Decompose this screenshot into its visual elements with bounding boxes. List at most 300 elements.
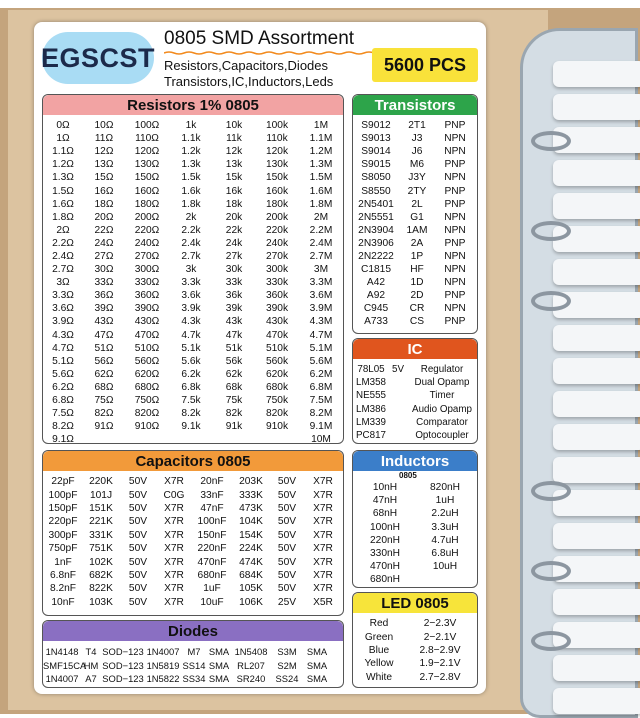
resistor-value: 4.3Ω xyxy=(52,329,74,341)
resistor-value: 4.7M xyxy=(309,329,333,341)
capacitor-row xyxy=(43,555,343,568)
resistor-value: 12Ω xyxy=(94,146,114,158)
resistors-row xyxy=(43,224,343,237)
resistors-row xyxy=(43,394,343,407)
resistors-row xyxy=(43,368,343,381)
resistor-value: 7.5M xyxy=(309,395,333,407)
ic-cell: Dual Opamp xyxy=(414,377,470,389)
transistor-cell: 1AM xyxy=(406,224,428,236)
inductor-value: 820nH xyxy=(429,482,461,493)
resistors-row xyxy=(43,355,343,368)
led-panel xyxy=(352,592,478,688)
transistor-row xyxy=(353,132,477,145)
resistor-value: 360Ω xyxy=(134,290,160,302)
transistor-cell: PNP xyxy=(444,185,466,197)
transistor-cell: A92 xyxy=(366,290,386,302)
resistor-value: 200k xyxy=(265,211,289,223)
resistor-value: 6.2k xyxy=(181,368,201,380)
resistor-value: 1.3M xyxy=(309,159,333,171)
transistor-cell: 2TY xyxy=(407,185,427,197)
capacitor-cell: 220nF xyxy=(197,543,227,555)
resistor-value: 100Ω xyxy=(134,120,160,132)
capacitor-cell: X7R xyxy=(164,569,184,581)
inductor-value: 47nH xyxy=(372,495,398,507)
ic-cell: LM386 xyxy=(356,403,386,415)
capacitor-row xyxy=(43,515,343,528)
capacitor-row xyxy=(43,582,343,595)
capacitor-row xyxy=(43,488,343,501)
resistor-value: 820k xyxy=(265,408,289,420)
transistor-cell: NPN xyxy=(444,250,466,262)
transistor-cell: PNP xyxy=(444,120,466,132)
transistor-cell: 2L xyxy=(411,198,423,210)
binder-ring xyxy=(531,631,571,651)
resistor-value: 390k xyxy=(265,303,289,315)
piece-count-badge: 5600 PCS xyxy=(372,48,478,82)
resistor-value: 24k xyxy=(225,237,243,249)
resistor-value: 2.4k xyxy=(181,237,201,249)
resistor-value: 13k xyxy=(225,159,243,171)
capacitor-cell: 220pF xyxy=(48,516,78,528)
resistor-value: 150k xyxy=(265,172,289,184)
ic-cell: Audio Opamp xyxy=(412,403,472,415)
led-cell: Red xyxy=(369,618,389,630)
diode-cell: RL207 xyxy=(237,659,265,671)
capacitor-cell: 106K xyxy=(239,596,263,608)
transistor-row xyxy=(353,237,477,250)
resistor-value: 2M xyxy=(313,211,329,223)
resistor-value: 9.1k xyxy=(181,421,201,433)
resistor-value: 1M xyxy=(313,120,329,132)
resistor-value: 24Ω xyxy=(94,237,114,249)
inductor-value: 3.3uH xyxy=(431,521,459,533)
diode-cell: SMA xyxy=(306,673,328,685)
transistor-row xyxy=(353,289,477,302)
resistor-value: 160k xyxy=(265,185,289,197)
sheet-subtitle-line2: Transistors,IC,Inductors,Leds xyxy=(164,74,334,89)
resistor-value: 36k xyxy=(225,290,243,302)
diode-cell: SS34 xyxy=(182,673,206,685)
resistor-value: 2.7M xyxy=(309,250,333,262)
resistor-value: 1.8M xyxy=(309,198,333,210)
transistor-cell: 2A xyxy=(410,237,424,249)
resistor-value: 75Ω xyxy=(94,395,114,407)
resistors-table xyxy=(43,119,343,444)
led-row xyxy=(353,671,477,684)
resistors-row xyxy=(43,407,343,420)
resistor-value: 110k xyxy=(266,133,288,145)
capacitor-cell: 50V xyxy=(277,502,297,514)
capacitors-panel xyxy=(42,450,344,616)
transistor-cell: 2T1 xyxy=(408,120,426,132)
diodes-header: Diodes xyxy=(43,621,343,641)
resistors-row xyxy=(43,250,343,263)
resistor-value: 300k xyxy=(265,264,289,276)
resistor-value: 22Ω xyxy=(94,224,114,236)
capacitor-row xyxy=(43,542,343,555)
component-pocket xyxy=(553,688,640,714)
capacitor-cell: C0G xyxy=(163,489,185,501)
led-cell: 2.8−2.9V xyxy=(419,644,461,656)
led-header: LED 0805 xyxy=(353,593,477,613)
resistor-value: 750Ω xyxy=(134,395,160,407)
resistor-value: 430k xyxy=(265,316,289,328)
transistor-cell: J3 xyxy=(411,133,423,145)
binder-ring xyxy=(531,131,571,151)
resistor-value: 620Ω xyxy=(134,368,160,380)
resistor-value: 820Ω xyxy=(134,408,160,420)
resistor-value: 2.4M xyxy=(309,237,333,249)
resistor-value: 270k xyxy=(265,250,289,262)
resistor-value: 270Ω xyxy=(134,250,160,262)
transistor-cell: CS xyxy=(409,316,425,328)
resistor-value: 2.2Ω xyxy=(52,237,74,249)
resistors-row xyxy=(43,198,343,211)
resistor-value: 3Ω xyxy=(56,277,70,289)
transistor-cell: 2N3904 xyxy=(358,224,394,236)
transistor-row xyxy=(353,198,477,211)
transistor-cell: 2N3906 xyxy=(358,237,394,249)
resistor-value: 27k xyxy=(225,250,243,262)
resistor-value: 360k xyxy=(265,290,289,302)
capacitor-cell: 150nF xyxy=(197,529,227,541)
component-pocket xyxy=(553,457,640,483)
resistors-row xyxy=(43,132,343,145)
resistor-value: 180Ω xyxy=(134,198,160,210)
resistor-value: 160Ω xyxy=(134,185,160,197)
title-underline xyxy=(164,51,378,55)
component-pocket xyxy=(553,61,640,87)
resistor-value: 2.2M xyxy=(309,224,333,236)
resistor-value: 110Ω xyxy=(135,133,159,145)
component-pocket xyxy=(553,94,640,120)
capacitor-cell: X7R xyxy=(313,476,333,488)
diode-cell: 1N5819 xyxy=(146,659,180,671)
resistor-value: 8.2k xyxy=(181,408,201,420)
resistor-value: 10k xyxy=(225,120,243,132)
inductor-value: 6.8uH xyxy=(431,547,459,559)
diode-cell: 1N4007 xyxy=(146,646,180,658)
capacitor-cell: X7R xyxy=(313,556,333,568)
resistor-value: 18k xyxy=(225,198,243,210)
transistor-cell: CR xyxy=(409,303,425,315)
component-pocket xyxy=(553,325,640,351)
resistors-row xyxy=(43,433,343,444)
resistor-value: 330k xyxy=(265,277,289,289)
diode-row xyxy=(43,672,343,686)
resistor-value: 22k xyxy=(225,224,243,236)
resistor-value: 200Ω xyxy=(134,211,160,223)
capacitor-cell: 50V xyxy=(277,583,297,595)
resistor-value: 7.5Ω xyxy=(52,408,74,420)
transistor-cell: NPN xyxy=(444,303,466,315)
diode-cell: SMF15CA xyxy=(43,659,87,671)
diodes-panel xyxy=(42,620,344,688)
transistor-row xyxy=(353,250,477,263)
resistor-value: 1k xyxy=(185,120,197,132)
resistor-value: 10M xyxy=(311,434,331,444)
resistor-value: 68k xyxy=(225,381,243,393)
transistor-cell: S9014 xyxy=(361,146,391,158)
resistor-value: 39Ω xyxy=(94,303,114,315)
resistor-value: 18Ω xyxy=(94,198,114,210)
capacitor-cell: 10uF xyxy=(200,596,224,608)
diode-cell: HM xyxy=(83,659,99,671)
capacitor-cell: X7R xyxy=(313,489,333,501)
diodes-table xyxy=(43,645,343,686)
transistor-cell: J3Y xyxy=(408,172,426,184)
resistor-value: 8.2Ω xyxy=(52,421,74,433)
diode-cell: SS14 xyxy=(182,659,206,671)
resistor-value: 1.8Ω xyxy=(52,211,74,223)
component-pocket xyxy=(553,259,640,285)
reference-sheet xyxy=(34,22,486,694)
resistor-value: 43Ω xyxy=(94,316,114,328)
resistors-row xyxy=(43,329,343,342)
capacitor-cell: 50V xyxy=(128,596,148,608)
binder-ring xyxy=(531,481,571,501)
led-cell: Blue xyxy=(368,644,390,656)
component-pocket xyxy=(553,424,640,450)
capacitor-cell: 474K xyxy=(239,556,263,568)
resistor-value: 4.3M xyxy=(309,316,333,328)
capacitor-cell: 331K xyxy=(89,529,113,541)
capacitor-cell: 33nF xyxy=(200,489,224,501)
capacitor-cell: 25V xyxy=(277,596,297,608)
resistor-value: 12k xyxy=(225,146,243,158)
led-cell: 2.7−2.8V xyxy=(419,671,461,683)
inductor-value: 330nH xyxy=(369,547,401,559)
resistor-value: 3.3k xyxy=(181,277,201,289)
transistor-cell: NPN xyxy=(444,172,466,184)
ic-cell: Comparator xyxy=(416,416,468,428)
resistor-value: 75k xyxy=(225,395,243,407)
resistor-value: 6.8M xyxy=(309,381,333,393)
ic-cell: PC817 xyxy=(356,430,386,442)
capacitor-cell: 751K xyxy=(89,543,113,555)
resistor-value: 11k xyxy=(226,133,242,145)
diode-cell: SMA xyxy=(208,646,230,658)
capacitor-cell: 50V xyxy=(128,556,148,568)
transistor-cell: PNP xyxy=(444,290,466,302)
capacitor-cell: 10nF xyxy=(51,596,75,608)
resistor-value: 47Ω xyxy=(94,329,114,341)
capacitor-row xyxy=(43,569,343,582)
capacitor-cell: 50V xyxy=(277,543,297,555)
capacitor-cell: 50V xyxy=(277,569,297,581)
transistor-cell: M6 xyxy=(409,159,425,171)
resistor-value: 51Ω xyxy=(94,342,114,354)
resistor-value: 1.6k xyxy=(181,185,201,197)
ic-cell: LM339 xyxy=(356,416,386,428)
resistor-value: 300Ω xyxy=(134,264,160,276)
resistor-value: 82Ω xyxy=(94,408,114,420)
transistor-cell: NPN xyxy=(444,133,466,145)
resistor-value: 1.1M xyxy=(309,133,333,145)
ic-cell: NE555 xyxy=(356,390,386,402)
capacitor-cell: 100pF xyxy=(48,489,78,501)
capacitor-cell: 8.2nF xyxy=(49,583,77,595)
capacitor-cell: 151K xyxy=(89,502,113,514)
capacitor-cell: X7R xyxy=(313,569,333,581)
capacitor-cell: 300pF xyxy=(48,529,78,541)
ic-cell: Timer xyxy=(429,390,455,402)
resistor-value: 47k xyxy=(225,329,243,341)
led-row xyxy=(353,657,477,670)
capacitors-table xyxy=(43,475,343,609)
resistor-value: 2.7Ω xyxy=(52,264,74,276)
transistor-row xyxy=(353,315,477,328)
transistor-cell: 2N2222 xyxy=(358,250,394,262)
resistors-panel xyxy=(42,94,344,444)
resistor-value: 9.1M xyxy=(309,421,333,433)
capacitor-cell: 333K xyxy=(239,489,263,501)
resistor-value: 62k xyxy=(225,368,243,380)
resistor-value: 91k xyxy=(225,421,243,433)
capacitor-cell: 50V xyxy=(277,529,297,541)
capacitor-cell: X7R xyxy=(313,502,333,514)
resistor-value: 510k xyxy=(265,342,289,354)
transistor-row xyxy=(353,224,477,237)
transistor-row xyxy=(353,171,477,184)
capacitor-cell: X5R xyxy=(313,596,333,608)
resistor-value: 2.2k xyxy=(181,224,201,236)
binder-ring xyxy=(531,561,571,581)
diode-cell: SMA xyxy=(208,673,230,685)
capacitor-cell: X7R xyxy=(313,543,333,555)
transistor-cell: A42 xyxy=(366,277,386,289)
capacitor-cell: 221K xyxy=(89,516,113,528)
capacitor-cell: 105K xyxy=(239,583,263,595)
resistor-value: 150Ω xyxy=(134,172,160,184)
resistor-value: 10Ω xyxy=(94,120,114,132)
capacitor-cell: 103K xyxy=(89,596,113,608)
resistor-value: 3.9M xyxy=(309,303,333,315)
resistor-value: 43k xyxy=(225,316,243,328)
transistor-row xyxy=(353,211,477,224)
transistor-cell: PNP xyxy=(444,159,466,171)
resistor-value: 3.9Ω xyxy=(52,316,74,328)
resistor-value: 2Ω xyxy=(56,224,70,236)
resistor-value: 8.2M xyxy=(309,408,333,420)
resistor-value: 1.1Ω xyxy=(52,146,74,158)
capacitor-cell: X7R xyxy=(164,516,184,528)
capacitor-cell: 50V xyxy=(277,476,297,488)
resistors-row xyxy=(43,263,343,276)
capacitor-cell: 22pF xyxy=(51,476,75,488)
binder-ring xyxy=(531,221,571,241)
resistors-row xyxy=(43,158,343,171)
resistor-value: 3.3M xyxy=(309,277,333,289)
transistor-cell: G1 xyxy=(410,211,424,223)
resistor-value: 36Ω xyxy=(94,290,114,302)
capacitor-cell: 101J xyxy=(89,489,113,501)
transistor-cell: S9012 xyxy=(361,120,391,132)
resistor-value: 910k xyxy=(265,421,289,433)
capacitor-cell: 50V xyxy=(128,476,148,488)
capacitor-cell: 100nF xyxy=(197,516,227,528)
diode-cell: M7 xyxy=(187,646,201,658)
transistor-cell: 2N5551 xyxy=(358,211,394,223)
capacitor-cell: 150pF xyxy=(48,502,78,514)
transistor-cell: S8550 xyxy=(361,185,391,197)
inductor-value: 100nH xyxy=(369,521,401,533)
resistor-value: 16Ω xyxy=(94,185,114,197)
component-pocket xyxy=(553,523,640,549)
capacitor-cell: 470nF xyxy=(197,556,227,568)
led-row xyxy=(353,617,477,630)
component-binder xyxy=(520,28,638,718)
capacitor-cell: 50V xyxy=(277,556,297,568)
resistors-row xyxy=(43,276,343,289)
resistor-value: 1.5Ω xyxy=(52,185,74,197)
resistor-value: 82k xyxy=(225,408,243,420)
resistor-value: 0Ω xyxy=(56,120,70,132)
resistor-value: 20Ω xyxy=(94,211,114,223)
inductor-value: 1uH xyxy=(435,495,455,507)
capacitor-cell: X7R xyxy=(164,543,184,555)
resistors-row xyxy=(43,289,343,302)
resistor-value: 510Ω xyxy=(134,342,160,354)
resistor-value: 120Ω xyxy=(134,146,160,158)
led-row xyxy=(353,630,477,643)
capacitor-row xyxy=(43,475,343,488)
resistor-value: 6.8k xyxy=(181,381,201,393)
transistor-row xyxy=(353,119,477,132)
capacitor-cell: X7R xyxy=(164,529,184,541)
inductors-left-column xyxy=(357,481,413,587)
ic-panel xyxy=(352,338,478,444)
resistors-row xyxy=(43,171,343,184)
diode-cell: S3M xyxy=(277,646,297,658)
led-cell: 2−2.3V xyxy=(423,618,457,630)
capacitor-cell: 104K xyxy=(239,516,263,528)
transistor-cell: NPN xyxy=(444,277,466,289)
diode-cell: SR240 xyxy=(236,673,266,685)
component-pocket xyxy=(553,358,640,384)
resistor-value: 5.1Ω xyxy=(52,355,74,367)
transistors-table xyxy=(353,119,477,329)
brand-logo: EGSCST xyxy=(42,32,154,84)
resistor-value: 390Ω xyxy=(134,303,160,315)
ic-row xyxy=(353,389,477,402)
capacitor-cell: 224K xyxy=(239,543,263,555)
transistor-row xyxy=(353,184,477,197)
resistor-value: 3k xyxy=(185,264,197,276)
resistor-value: 11Ω xyxy=(94,133,114,145)
resistor-value: 56k xyxy=(225,355,243,367)
capacitor-cell: 50V xyxy=(277,489,297,501)
capacitor-cell: 102K xyxy=(89,556,113,568)
ic-cell: Optocoupler xyxy=(415,430,469,442)
component-pocket xyxy=(553,589,640,615)
resistor-value: 39k xyxy=(225,303,243,315)
inductor-value: 4.7uH xyxy=(431,534,459,546)
diode-row xyxy=(43,645,343,659)
capacitor-row xyxy=(43,502,343,515)
resistors-row xyxy=(43,211,343,224)
resistor-value: 1.3Ω xyxy=(52,172,74,184)
ic-cell: Regulator xyxy=(420,364,464,376)
ic-cell: 78L05 xyxy=(357,364,385,376)
resistor-value: 20k xyxy=(225,211,243,223)
resistors-row xyxy=(43,237,343,250)
capacitor-cell: 20nF xyxy=(200,476,224,488)
capacitor-cell: X7R xyxy=(313,516,333,528)
component-pocket xyxy=(553,655,640,681)
resistor-value: 680Ω xyxy=(134,381,160,393)
resistors-row xyxy=(43,315,343,328)
